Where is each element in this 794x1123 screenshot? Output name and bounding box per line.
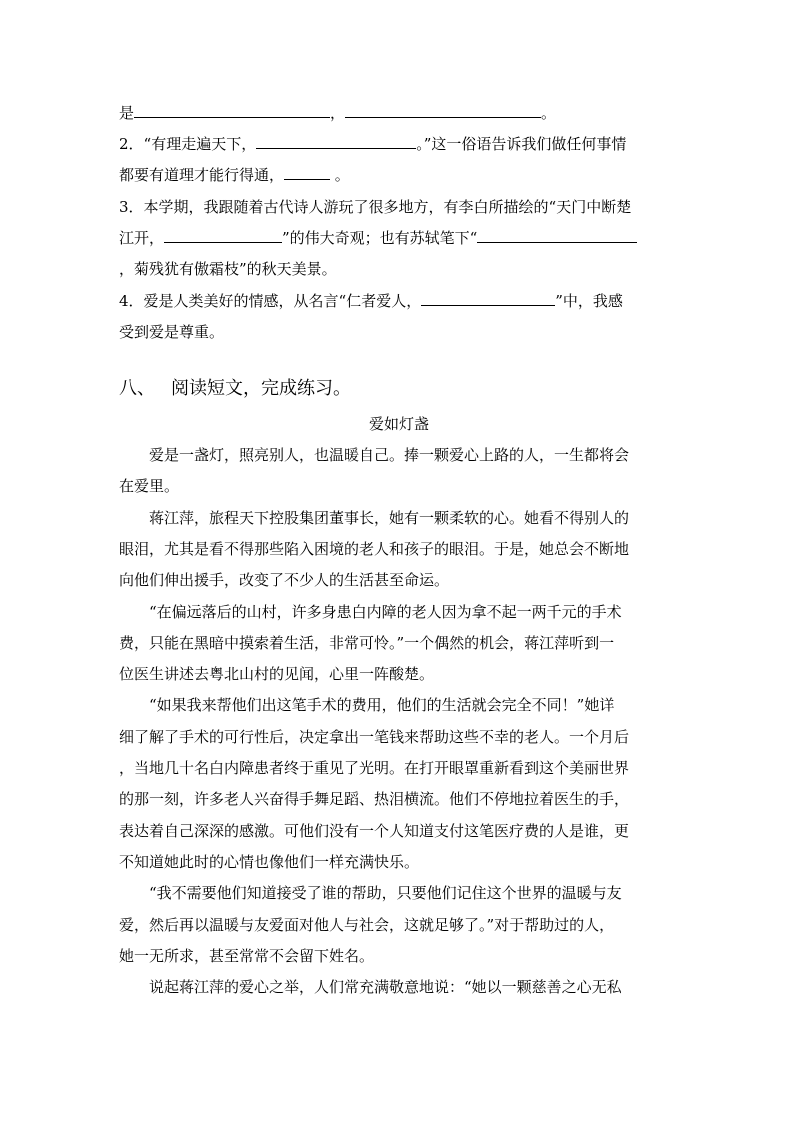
section-title: 阅读短文，完成练习。: [171, 378, 351, 399]
passage-line: 的那一刻，许多老人兴奋得手舞足蹈、热泪横流。他们不停地拉着医生的手，: [119, 790, 630, 809]
answer-blank[interactable]: [256, 133, 416, 149]
question-3-line: [119, 194, 679, 220]
passage-line: 细了解了手术的可行性后，决定拿出一笔钱来帮助这些不幸的老人。一个月后: [119, 727, 630, 746]
passage-line: “在偏远落后的山村，许多身患白内障的老人因为拿不起一两千元的手术: [119, 602, 622, 621]
text: ”中，我感: [555, 292, 623, 310]
text: 4．爱是人类美好的情感，从名言“仁者爱人，: [119, 292, 422, 310]
answer-blank[interactable]: [164, 227, 282, 243]
answer-blank[interactable]: [284, 164, 330, 180]
passage-line: ，当地几十名白内障患者终于重见了光明。在打开眼罩重新看到这个美丽世界: [119, 759, 630, 777]
passage-line: 爱，然后再以温暖与友爱面对他人与社会，这就足够了。”对于帮助过的人，: [119, 915, 615, 934]
question-2-line-cont: [119, 162, 679, 188]
question-4-line: [119, 288, 679, 314]
question-1-line: [119, 100, 679, 126]
answer-blank[interactable]: [134, 102, 330, 118]
passage-line: 费，只能在黑暗中摸索着生活，非常可怜。”一个偶然的机会，蒋江萍听到一: [119, 633, 615, 652]
text: 都要有道理才能行得通，: [119, 166, 285, 184]
text: 2．“有理走遍天下，: [119, 135, 257, 153]
question-4-line-end: [119, 319, 679, 345]
text: 江开，: [119, 229, 165, 247]
passage-line: 不知道她此时的心情也像他们一样充满快乐。: [119, 852, 420, 871]
answer-blank[interactable]: [421, 290, 555, 306]
passage-title: 爱如灯盏: [368, 415, 429, 433]
passage-line: 向他们伸出援手，改变了不少人的生活甚至命运。: [119, 571, 450, 590]
passage-line: 眼泪，尤其是看不得那些陷入困境的老人和孩子的眼泪。于是，她总会不断地: [119, 539, 630, 558]
text: 受到爱是尊重。: [119, 323, 225, 341]
text: 。: [541, 104, 557, 122]
text: 。”这一俗语告诉我们做任何事情: [416, 135, 627, 153]
text: 。: [330, 166, 350, 184]
section-heading: [119, 373, 679, 405]
question-2-line: [119, 131, 679, 157]
text: ”的伟大奇观；也有苏轼笔下“: [282, 229, 478, 247]
passage-line: “我不需要他们知道接受了谁的帮助，只要他们记住这个世界的温暖与友: [119, 884, 622, 903]
text: 3．本学期，我跟随着古代诗人游玩了很多地方，有李白所描绘的“天门中断楚: [119, 198, 632, 216]
text: ，菊残犹有傲霜枝”的秋天美景。: [119, 260, 337, 278]
passage-line: “如果我来帮他们出这笔手术的费用，他们的生活就会完全不同！”她详: [119, 696, 615, 715]
answer-blank[interactable]: [345, 102, 541, 118]
question-3-line-cont: [119, 225, 679, 251]
passage-line: 爱是一盏灯，照亮别人，也温暖自己。捧一颗爱心上路的人，一生都将会: [119, 446, 630, 464]
passage-line: 位医生讲述去粤北山村的见闻，心里一阵酸楚。: [119, 665, 435, 684]
section-number: 八、: [119, 378, 155, 399]
question-3-line-end: [119, 256, 679, 282]
answer-blank[interactable]: [477, 227, 637, 243]
passage-line: 在爱里。: [119, 477, 180, 496]
passage-line: 她一无所求，甚至常常不会留下姓名。: [119, 946, 375, 965]
text: 是: [119, 104, 135, 122]
text: ，: [330, 104, 346, 122]
passage-line: 蒋江萍，旅程天下控股集团董事长，她有一颗柔软的心。她看不得别人的: [119, 508, 630, 527]
passage-line: 说起蒋江萍的爱心之举，人们常充满敬意地说：“她以一颗慈善之心无私: [119, 978, 622, 997]
passage-line: 表达着自己深深的感激。可他们没有一个人知道支付这笔医疗费的人是谁，更: [119, 821, 630, 840]
